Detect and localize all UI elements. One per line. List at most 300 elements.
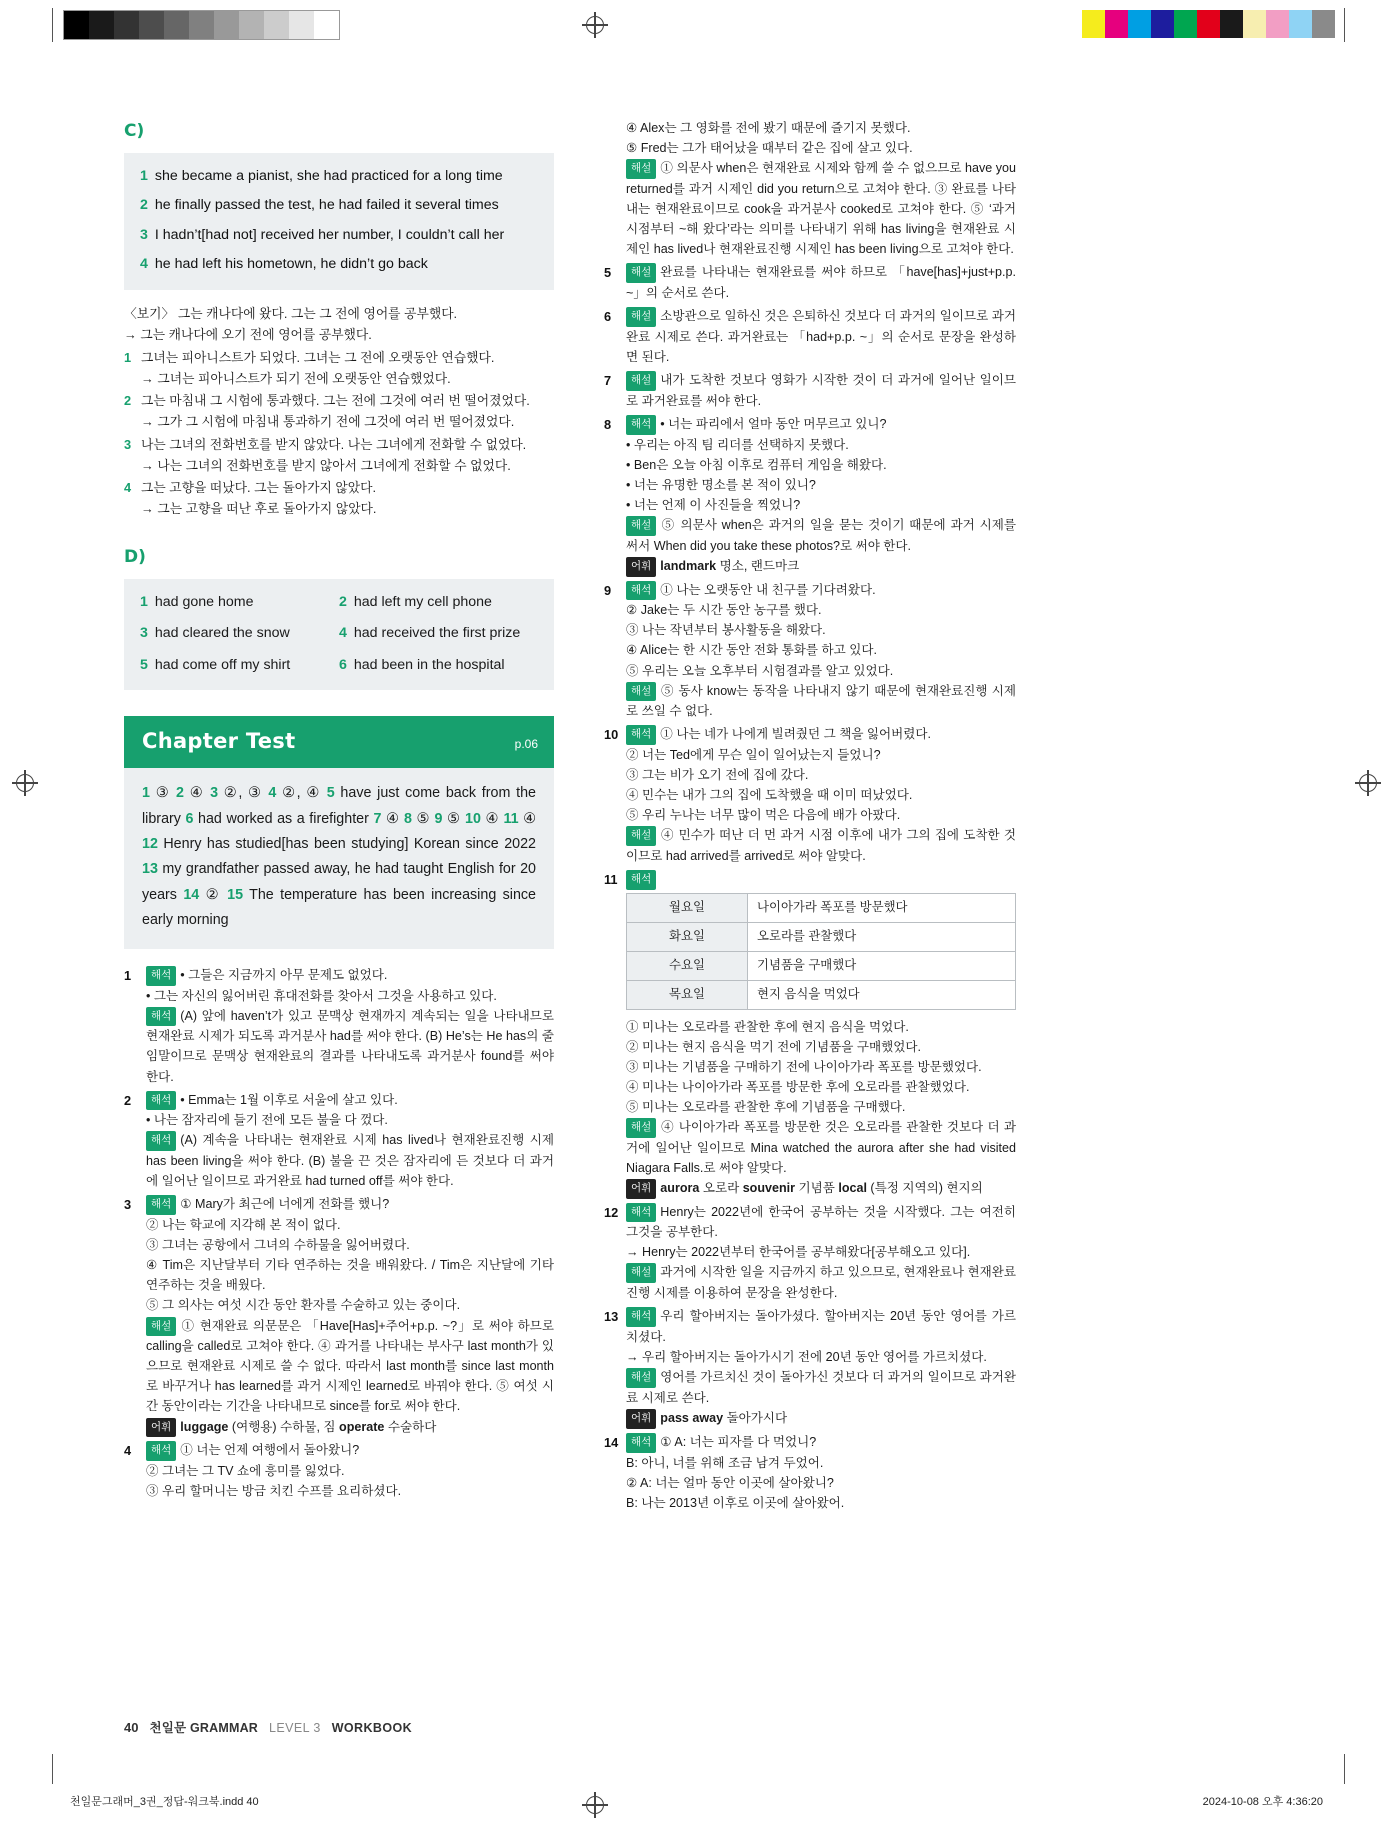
explanation-number: 6 bbox=[604, 309, 612, 325]
explanation-body bbox=[146, 1194, 554, 1437]
crop-tick-top-left bbox=[52, 8, 53, 42]
grey-patch-1 bbox=[89, 11, 114, 39]
translation-text: 그는 고향을 떠났다. 그는 돌아가지 않았다. bbox=[141, 480, 377, 496]
explanation-line bbox=[626, 1347, 1016, 1367]
explanation-text: • 너는 언제 이 사진들을 찍었니? bbox=[626, 497, 801, 512]
explanation-text: ① 너는 언제 여행에서 돌아왔니? bbox=[180, 1443, 360, 1458]
ct-answer-number: 9 bbox=[434, 810, 443, 827]
table-cell-day: 수요일 bbox=[627, 951, 748, 980]
translation-answer-line: → 그녀는 피아니스트가 되기 전에 오랫동안 연습했었다. bbox=[141, 370, 451, 386]
explanation-body bbox=[626, 580, 1016, 722]
answer-row bbox=[140, 194, 538, 216]
answer-text: had gone home bbox=[154, 593, 254, 610]
explanation-number: 2 bbox=[124, 1092, 132, 1108]
explanation-item bbox=[604, 869, 1016, 1198]
explanation-text: • Ben은 오늘 아침 이후로 컴퓨터 게임을 해왔다. bbox=[626, 457, 887, 472]
grey-patch-10 bbox=[314, 11, 339, 39]
explanation-line bbox=[146, 1130, 554, 1191]
grey-patch-7 bbox=[239, 11, 264, 39]
answer-number: 3 bbox=[140, 226, 148, 243]
answer-text: I hadn’t[had not] received her number, I couldn’t call her bbox=[154, 226, 505, 243]
ct-answer-text: ③ bbox=[149, 785, 177, 802]
explanation-line bbox=[626, 620, 1016, 640]
explanation-text: • 나는 잠자리에 들기 전에 모든 불을 다 껐다. bbox=[146, 1113, 388, 1128]
answer-text: she became a pianist, she had practiced for a long time bbox=[154, 167, 503, 184]
print-timestamp: 2024-10-08 오후 4:36:20 bbox=[1202, 1796, 1323, 1808]
explanation-line bbox=[626, 1057, 1016, 1077]
ct-answer-number: 2 bbox=[176, 785, 184, 802]
explanation-text: ③ 나는 작년부터 봉사활동을 해왔다. bbox=[626, 623, 826, 638]
explanation-item bbox=[604, 580, 1016, 722]
right-column bbox=[604, 118, 1016, 1516]
explanation-body bbox=[626, 414, 1016, 577]
answer-number: 3 bbox=[140, 625, 148, 642]
explanation-item bbox=[124, 1440, 554, 1501]
table-row bbox=[627, 980, 1016, 1009]
explanation-body bbox=[626, 1432, 1016, 1513]
color-patch-9 bbox=[1289, 10, 1312, 38]
explanation-text: ④ Alice는 한 시간 동안 전화 통화를 하고 있다. bbox=[626, 643, 877, 658]
explanation-text: ① 현재완료 의문문은 「Have[Has]+주어+p.p. ~?」로 써야 하므로 calling을 called로 고쳐야 한다. ④ 과거를 나타내는 부사구 last month가 있으므로 현재완료 시제로 쓸 수 없다. 따라서 last month를 since last month로 바꾸거나 has learned를 과거 시제인 learned로 바꿔야 한다. ⑤ 여섯 시간 동안이라는 기간을 나타내므로 since를 for로 써야 한다. bbox=[146, 1318, 554, 1414]
section-d-letter: D) bbox=[124, 546, 146, 567]
answer-cell bbox=[140, 622, 339, 644]
ct-answer-text: have just come back from the library bbox=[142, 785, 536, 827]
explanation-line bbox=[626, 745, 1016, 765]
vocab-tag: 어휘 bbox=[146, 1418, 176, 1438]
interpret-tag: 해설 bbox=[626, 516, 656, 536]
ct-answer-text: ②, ③ bbox=[218, 785, 269, 802]
ct-answer-text: my grandfather passed away, he had taught English for 20 years bbox=[142, 861, 536, 903]
indd-file-name: 천일문그래머_3권_정답-워크북.indd 40 bbox=[70, 1796, 259, 1808]
interpret-tag: 해설 bbox=[626, 307, 656, 327]
translation-text: 그녀는 피아니스트가 되었다. 그녀는 그 전에 오랫동안 연습했다. bbox=[141, 350, 495, 366]
section-c-letter-text: C bbox=[124, 121, 137, 141]
crop-tick-top-right bbox=[1344, 8, 1345, 42]
book-level: LEVEL 3 bbox=[269, 1721, 321, 1735]
interpret-tag: 해설 bbox=[146, 1317, 176, 1337]
explanation-line bbox=[626, 580, 1016, 601]
answer-cell bbox=[339, 622, 538, 644]
grey-patch-0 bbox=[64, 11, 89, 39]
explanation-line bbox=[146, 1235, 554, 1255]
explanation-text: 소방관으로 일하신 것은 은퇴하신 것보다 더 과거의 일이므로 과거완료 시제로 쓴다. 과거완료는 「had+p.p. ~」의 순서로 문장을 완성하면 된다. bbox=[626, 309, 1016, 364]
explanation-line bbox=[626, 1077, 1016, 1097]
ct-answer-text: ⑤ bbox=[442, 810, 466, 827]
explanation-number: 9 bbox=[604, 582, 612, 598]
explanation-text: ⑤ 동사 know는 동작을 나타내지 않기 때문에 현재완료진행 시제로 쓰일 수 없다. bbox=[626, 683, 1016, 719]
explanation-item bbox=[604, 262, 1016, 303]
explanation-line bbox=[626, 1037, 1016, 1057]
print-meta-line bbox=[70, 1793, 1323, 1809]
explanation-text: ③ 그는 비가 오기 전에 집에 갔다. bbox=[626, 768, 809, 783]
explanation-text: ① 미나는 오로라를 관찰한 후에 현지 음식을 먹었다. bbox=[626, 1019, 909, 1034]
table-cell-activity: 나이아가라 폭포를 방문했다 bbox=[748, 894, 1016, 923]
answer-number: 5 bbox=[140, 656, 148, 673]
interpret-tag: 해석 bbox=[146, 1091, 176, 1111]
explanation-line bbox=[146, 1194, 554, 1215]
interpret-tag: 해설 bbox=[626, 371, 656, 391]
page-number: 40 bbox=[124, 1720, 139, 1735]
explanation-body bbox=[626, 306, 1016, 367]
color-patch-0 bbox=[1082, 10, 1105, 38]
ct-answer-number: 1 bbox=[142, 785, 150, 802]
table-cell-activity: 현지 음식을 먹었다 bbox=[748, 980, 1016, 1009]
ct-answer-number: 11 bbox=[503, 810, 519, 827]
explanation-line bbox=[626, 1262, 1016, 1303]
ct-answer-text: ②, ④ bbox=[276, 785, 327, 802]
color-patch-10 bbox=[1312, 10, 1335, 38]
explanation-line bbox=[146, 1295, 554, 1315]
chapter-test-page-ref: p.06 bbox=[514, 736, 538, 751]
explanations-right bbox=[604, 118, 1016, 1513]
explanation-text: 영어를 가르치신 것이 돌아가신 것보다 더 과거의 일이므로 과거완료 시제로 쓴다. bbox=[626, 1370, 1016, 1406]
explanation-text: ② Jake는 두 시간 동안 농구를 했다. bbox=[626, 603, 822, 618]
explanation-body bbox=[626, 118, 1016, 259]
table-cell-day: 화요일 bbox=[627, 922, 748, 951]
color-patch-7 bbox=[1243, 10, 1266, 38]
interpret-tag: 해설 bbox=[626, 826, 656, 846]
explanation-line bbox=[626, 1202, 1016, 1243]
explanation-line bbox=[626, 1367, 1016, 1408]
section-c-letter: C) bbox=[124, 121, 145, 141]
translation-number: 2 bbox=[124, 393, 132, 409]
explanation-line bbox=[146, 1417, 554, 1438]
section-d-letter-text: D bbox=[124, 546, 139, 567]
explanation-number: 5 bbox=[604, 265, 612, 281]
explanation-line bbox=[626, 1432, 1016, 1453]
book-workbook-label: WORKBOOK bbox=[331, 1721, 412, 1735]
interpret-tag: 해석 bbox=[146, 1007, 176, 1027]
answer-number: 2 bbox=[339, 593, 347, 610]
ct-answer-number: 5 bbox=[326, 785, 335, 802]
explanation-text: ⑤ 미나는 오로라를 관찰한 후에 기념품을 구매했다. bbox=[626, 1099, 906, 1114]
ct-answer-number: 3 bbox=[210, 785, 219, 802]
grey-patch-2 bbox=[114, 11, 139, 39]
explanation-line bbox=[626, 1473, 1016, 1493]
explanation-text: ⑤ 우리는 오늘 오후부터 시험결과를 알고 있었다. bbox=[626, 663, 894, 678]
section-c-answer-box bbox=[124, 153, 554, 290]
explanation-text: • 그는 자신의 잃어버린 휴대전화를 찾아서 그것을 사용하고 있다. bbox=[146, 988, 497, 1003]
ct-answer-text: ④ bbox=[480, 810, 504, 827]
explanation-line bbox=[626, 600, 1016, 620]
explanation-text: B: 아니, 너를 위해 조금 남겨 두었어. bbox=[626, 1455, 824, 1470]
explanation-text: • 너는 파리에서 얼마 동안 머무르고 있니? bbox=[660, 416, 887, 431]
explanation-text: pass away 돌아가시다 bbox=[660, 1411, 788, 1426]
answer-text: had received the first prize bbox=[353, 625, 521, 642]
explanation-line bbox=[626, 306, 1016, 367]
explanation-item bbox=[604, 724, 1016, 866]
explanation-line bbox=[626, 805, 1016, 825]
explanation-line bbox=[626, 1097, 1016, 1117]
explanation-body bbox=[626, 370, 1016, 411]
explanation-text: ⑤ Fred는 그가 태어났을 때부터 같은 집에 살고 있다. bbox=[626, 141, 913, 156]
vocab-tag: 어휘 bbox=[626, 1179, 656, 1199]
ct-answer-number: 13 bbox=[142, 861, 158, 878]
translation-item bbox=[124, 435, 554, 476]
explanation-line bbox=[146, 965, 554, 986]
explanation-item bbox=[604, 1202, 1016, 1304]
answer-text: he had left his hometown, he didn’t go back bbox=[154, 256, 428, 273]
table-row bbox=[627, 922, 1016, 951]
answer-row bbox=[140, 224, 538, 246]
explanations-left bbox=[124, 965, 554, 1502]
answer-number: 4 bbox=[339, 625, 347, 642]
page-footer bbox=[124, 1718, 412, 1736]
explanation-body bbox=[626, 724, 1016, 866]
explanation-text: • 우리는 아직 팀 리더를 선택하지 못했다. bbox=[626, 437, 849, 452]
explanation-line bbox=[626, 640, 1016, 660]
explanation-number: 3 bbox=[124, 1197, 132, 1213]
ct-answer-number: 15 bbox=[227, 886, 244, 903]
ct-answer-text: ② bbox=[199, 886, 228, 903]
explanation-number: 7 bbox=[604, 372, 612, 388]
explanation-text: • 너는 유명한 명소를 본 적이 있니? bbox=[626, 477, 816, 492]
explanation-line bbox=[146, 1215, 554, 1235]
explanation-body bbox=[146, 1090, 554, 1192]
registration-mark-top bbox=[582, 12, 608, 38]
explanation-text: (A) 계속을 나타내는 현재완료 시제 has lived나 현재완료진행 시제 has been living을 써야 한다. (B) 불을 끈 것은 잠자리에 든 것보다 더 과거에 일어난 일이므로 과거완료 had turned off를 써야 한다. bbox=[146, 1133, 554, 1189]
explanation-line bbox=[626, 661, 1016, 681]
explanation-line bbox=[626, 262, 1016, 303]
interpret-tag: 해설 bbox=[626, 682, 656, 702]
color-patch-4 bbox=[1174, 10, 1197, 38]
explanation-item bbox=[604, 1306, 1016, 1429]
explanation-line bbox=[626, 765, 1016, 785]
example-line: 〈보기〉 그는 캐나다에 왔다. 그는 그 전에 영어를 공부했다. bbox=[124, 305, 458, 321]
explanation-number: 4 bbox=[124, 1443, 132, 1459]
interpret-tag: 해석 bbox=[626, 1307, 656, 1327]
explanation-text: ④ 미나는 나이아가라 폭포를 방문한 후에 오로라를 관찰했었다. bbox=[626, 1079, 970, 1094]
table-cell-activity: 오로라를 관찰했다 bbox=[748, 922, 1016, 951]
explanation-line bbox=[626, 724, 1016, 745]
translation-number: 3 bbox=[124, 436, 132, 452]
translation-text: 그는 마침내 그 시험에 통과했다. 그는 전에 그것에 여러 번 떨어졌었다. bbox=[141, 393, 530, 409]
interpret-tag: 해석 bbox=[146, 966, 176, 986]
registration-mark-left bbox=[12, 770, 38, 796]
interpret-tag: 해석 bbox=[626, 415, 656, 435]
translation-number: 1 bbox=[124, 350, 132, 366]
translation-item bbox=[124, 478, 554, 519]
interpret-tag: 해설 bbox=[626, 263, 656, 283]
ct-answer-text: Henry has studied[has been studying] Korean since 2022 bbox=[157, 836, 536, 853]
interpret-tag: 해석 bbox=[146, 1441, 176, 1461]
explanation-number bbox=[604, 118, 626, 259]
table-row bbox=[627, 951, 1016, 980]
explanation-text: ③ 우리 할머니는 방금 치킨 수프를 요리하셨다. bbox=[146, 1484, 402, 1499]
ct-answer-text: ⑤ bbox=[411, 810, 435, 827]
explanation-text: ③ 미나는 기념품을 구매하기 전에 나이아가라 폭포를 방문했었다. bbox=[626, 1059, 982, 1074]
crop-tick-bottom-left bbox=[52, 1754, 53, 1784]
explanation-text: ① A: 너는 피자를 다 먹었니? bbox=[660, 1434, 817, 1449]
ct-answer-number: 8 bbox=[403, 810, 412, 827]
ct-answer-text: The temperature has been increasing since early morning bbox=[142, 886, 536, 929]
explanation-number: 13 bbox=[604, 1309, 619, 1325]
translation-number: 4 bbox=[124, 480, 132, 496]
table-cell-day: 목요일 bbox=[627, 980, 748, 1009]
explanation-line bbox=[146, 1110, 554, 1130]
section-c-translations bbox=[124, 304, 554, 520]
explanation-line bbox=[146, 1006, 554, 1087]
interpret-tag: 해설 bbox=[626, 159, 656, 179]
explanation-text: ④ Tim은 지난달부터 기타 연주하는 것을 배워왔다. / Tim은 지난달에 기타 연주하는 것을 배웠다. bbox=[146, 1258, 554, 1293]
explanation-item bbox=[124, 1194, 554, 1437]
explanation-text: • 그들은 지금까지 아무 문제도 없었다. bbox=[180, 967, 388, 982]
ct-answer-number: 4 bbox=[268, 785, 277, 802]
explanation-number: 11 bbox=[604, 872, 618, 888]
answer-row bbox=[140, 165, 538, 187]
explanation-line bbox=[626, 370, 1016, 411]
explanation-text: ④ 민수는 내가 그의 집에 도착했을 때 이미 떠났었다. bbox=[626, 788, 913, 803]
ct-answer-number: 12 bbox=[142, 836, 158, 853]
ct-answer-number: 7 bbox=[373, 810, 382, 827]
explanation-item bbox=[124, 1090, 554, 1192]
explanation-text: Henry는 2022년에 한국어 공부하는 것을 시작했다. 그는 여전히 그것을 공부한다. bbox=[626, 1204, 1016, 1240]
explanation-text: → Henry는 2022년부터 한국어를 공부해왔다[공부해오고 있다]. bbox=[626, 1245, 971, 1260]
interpret-tag: 해석 bbox=[626, 1433, 656, 1453]
explanation-line bbox=[626, 435, 1016, 455]
explanation-item bbox=[604, 1432, 1016, 1513]
answer-cell bbox=[140, 591, 339, 613]
explanation-line bbox=[626, 1017, 1016, 1037]
explanation-line bbox=[146, 1461, 554, 1481]
explanation-text: ② 너는 Ted에게 무슨 일이 일어났는지 들었니? bbox=[626, 748, 881, 763]
explanation-text: aurora 오로라 souvenir 기념품 local (특정 지역의) 현지의 bbox=[660, 1180, 983, 1195]
answer-number: 1 bbox=[140, 593, 148, 610]
explanation-text: ④ 나이아가라 폭포를 방문한 것은 오로라를 관찰한 것보다 더 과거에 일어난 일이므로 Mina watched the aurora after she had visited Niagara Falls.로 써야 알맞다. bbox=[626, 1119, 1016, 1175]
interpret-tag: 해설 bbox=[626, 1118, 656, 1138]
translation-answer-line: → 그가 그 시험에 마침내 통과하기 전에 그것에 여러 번 떨어졌었다. bbox=[141, 414, 515, 430]
translation-item bbox=[124, 391, 554, 432]
chapter-test-title: Chapter Test bbox=[142, 728, 296, 753]
ct-answer-text: had worked as a firefighter bbox=[193, 810, 374, 827]
ct-answer-text: ④ bbox=[518, 810, 536, 827]
explanation-text: ① 의문사 when은 현재완료 시제와 함께 쓸 수 없으므로 have you returned를 과거 시제인 did you return으로 고쳐야 한다. ③ 완료를 나타내는 현재완료이므로 cook을 과거분사 cooked로 고쳐야 한다. ⑤ ‘과거 시점부터 ~해 왔다’라는 의미를 나타내기 위해 has living을 현재완료 시제인 has lived나 현재완료진행 시제인 has been living으로 고쳐야 한다. bbox=[626, 161, 1016, 257]
explanation-item bbox=[604, 414, 1016, 577]
interpret-tag: 해설 bbox=[626, 1263, 656, 1283]
interpret-tag: 해석 bbox=[146, 1131, 176, 1151]
chapter-test bbox=[124, 716, 554, 949]
color-patch-2 bbox=[1128, 10, 1151, 38]
table-row bbox=[627, 894, 1016, 923]
grey-patch-5 bbox=[189, 11, 214, 39]
explanation-text: • Emma는 1월 이후로 서울에 살고 있다. bbox=[180, 1092, 398, 1107]
answer-text: had come off my shirt bbox=[154, 656, 291, 673]
color-patch-6 bbox=[1220, 10, 1243, 38]
explanation-body bbox=[626, 869, 1016, 1198]
translation-answer-line: → 그는 고향을 떠난 후로 돌아가지 않았다. bbox=[141, 501, 377, 517]
example-arrow-line: → 그는 캐나다에 오기 전에 영어를 공부했다. bbox=[124, 327, 372, 343]
explanation-line bbox=[626, 556, 1016, 577]
explanation-line bbox=[626, 1242, 1016, 1262]
explanation-text: 완료를 나타내는 현재완료를 써야 하므로 「have[has]+just+p.p. ~」의 순서로 쓴다. bbox=[626, 265, 1016, 300]
answer-cell bbox=[140, 654, 339, 676]
explanation-line bbox=[626, 681, 1016, 722]
interpret-tag: 해석 bbox=[626, 725, 656, 745]
explanation-text: ⑤ 우리 누나는 너무 많이 먹은 다음에 배가 아팠다. bbox=[626, 808, 901, 823]
crop-tick-bottom-right bbox=[1344, 1754, 1345, 1784]
explanation-item bbox=[124, 965, 554, 1087]
color-patch-3 bbox=[1151, 10, 1174, 38]
explanation-item bbox=[604, 306, 1016, 367]
explanation-body bbox=[626, 1306, 1016, 1429]
explanation-number: 12 bbox=[604, 1204, 619, 1220]
ct-answer-text: ④ bbox=[381, 810, 404, 827]
answer-number: 6 bbox=[339, 656, 347, 673]
table-cell-activity: 기념품을 구매했다 bbox=[748, 951, 1016, 980]
grey-patch-8 bbox=[264, 11, 289, 39]
explanation-line bbox=[626, 495, 1016, 515]
explanation-text: ④ 민수가 떠난 더 먼 과거 시점 이후에 내가 그의 집에 도착한 것이므로 had arrived를 arrived로 써야 알맞다. bbox=[626, 828, 1016, 864]
greyscale-calibration-bar bbox=[63, 10, 340, 40]
ct-answer-number: 14 bbox=[183, 886, 200, 903]
explanation-line bbox=[626, 785, 1016, 805]
table-cell-day: 월요일 bbox=[627, 894, 748, 923]
ct-answer-number: 10 bbox=[465, 810, 481, 827]
explanation-line bbox=[626, 1306, 1016, 1347]
explanation-line bbox=[626, 118, 1016, 138]
explanation-text: ② A: 너는 얼마 동안 이곳에 살아왔니? bbox=[626, 1475, 834, 1490]
section-d-answer-box bbox=[124, 579, 554, 690]
interpret-tag: 해석 bbox=[626, 1203, 656, 1223]
explanation-line bbox=[626, 455, 1016, 475]
translation-answer-line: → 나는 그녀의 전화번호를 받지 않아서 그녀에게 전화할 수 없었다. bbox=[141, 457, 511, 473]
answer-number: 4 bbox=[140, 256, 148, 273]
answer-cell bbox=[339, 654, 538, 676]
explanation-text: ⑤ 그 의사는 여섯 시간 동안 환자를 수술하고 있는 중이다. bbox=[146, 1298, 461, 1313]
color-calibration-bar bbox=[1082, 10, 1335, 38]
answer-text: had cleared the snow bbox=[154, 625, 290, 642]
explanation-number: 8 bbox=[604, 416, 612, 432]
explanation-text: ① 나는 오랫동안 내 친구를 기다려왔다. bbox=[660, 582, 876, 597]
explanation-line bbox=[626, 515, 1016, 556]
vocab-tag: 어휘 bbox=[626, 557, 656, 577]
explanation-line bbox=[626, 138, 1016, 158]
explanation-line bbox=[626, 414, 1016, 435]
explanation-text: landmark 명소, 랜드마크 bbox=[660, 558, 800, 573]
explanation-line bbox=[626, 1493, 1016, 1513]
answer-number: 2 bbox=[140, 197, 148, 214]
explanation-item bbox=[604, 370, 1016, 411]
explanation-text: ③ 그녀는 공항에서 그녀의 수하물을 잃어버렸다. bbox=[146, 1238, 410, 1253]
explanation-line bbox=[146, 986, 554, 1006]
left-column bbox=[124, 118, 554, 1504]
explanation-line bbox=[146, 1481, 554, 1501]
explanation-line bbox=[626, 475, 1016, 495]
explanation-text: ② 나는 학교에 지각해 본 적이 없다. bbox=[146, 1218, 341, 1233]
explanation-line bbox=[626, 1178, 1016, 1199]
explanation-line bbox=[626, 1453, 1016, 1473]
answer-text: had left my cell phone bbox=[353, 593, 492, 610]
explanation-line bbox=[146, 1255, 554, 1295]
registration-mark-right bbox=[1355, 770, 1381, 796]
explanation-body bbox=[626, 1202, 1016, 1304]
translation-item bbox=[124, 348, 554, 389]
ct-answer-number: 6 bbox=[185, 810, 194, 827]
interpret-tag: 해석 bbox=[626, 870, 656, 890]
interpret-tag: 해석 bbox=[146, 1195, 176, 1215]
section-d bbox=[124, 544, 554, 690]
vocab-tag: 어휘 bbox=[626, 1409, 656, 1429]
explanation-text: luggage (여행용) 수하물, 짐 operate 수술하다 bbox=[180, 1419, 437, 1434]
explanation-line bbox=[626, 825, 1016, 866]
explanation-number: 14 bbox=[604, 1434, 619, 1450]
grey-patch-6 bbox=[214, 11, 239, 39]
explanation-text: 내가 도착한 것보다 영화가 시작한 것이 더 과거에 일어난 일이므로 과거완료를 써야 한다. bbox=[626, 372, 1016, 408]
color-patch-1 bbox=[1105, 10, 1128, 38]
explanation-line bbox=[626, 1117, 1016, 1178]
interpret-tag: 해설 bbox=[626, 1368, 656, 1388]
grey-patch-9 bbox=[289, 11, 314, 39]
